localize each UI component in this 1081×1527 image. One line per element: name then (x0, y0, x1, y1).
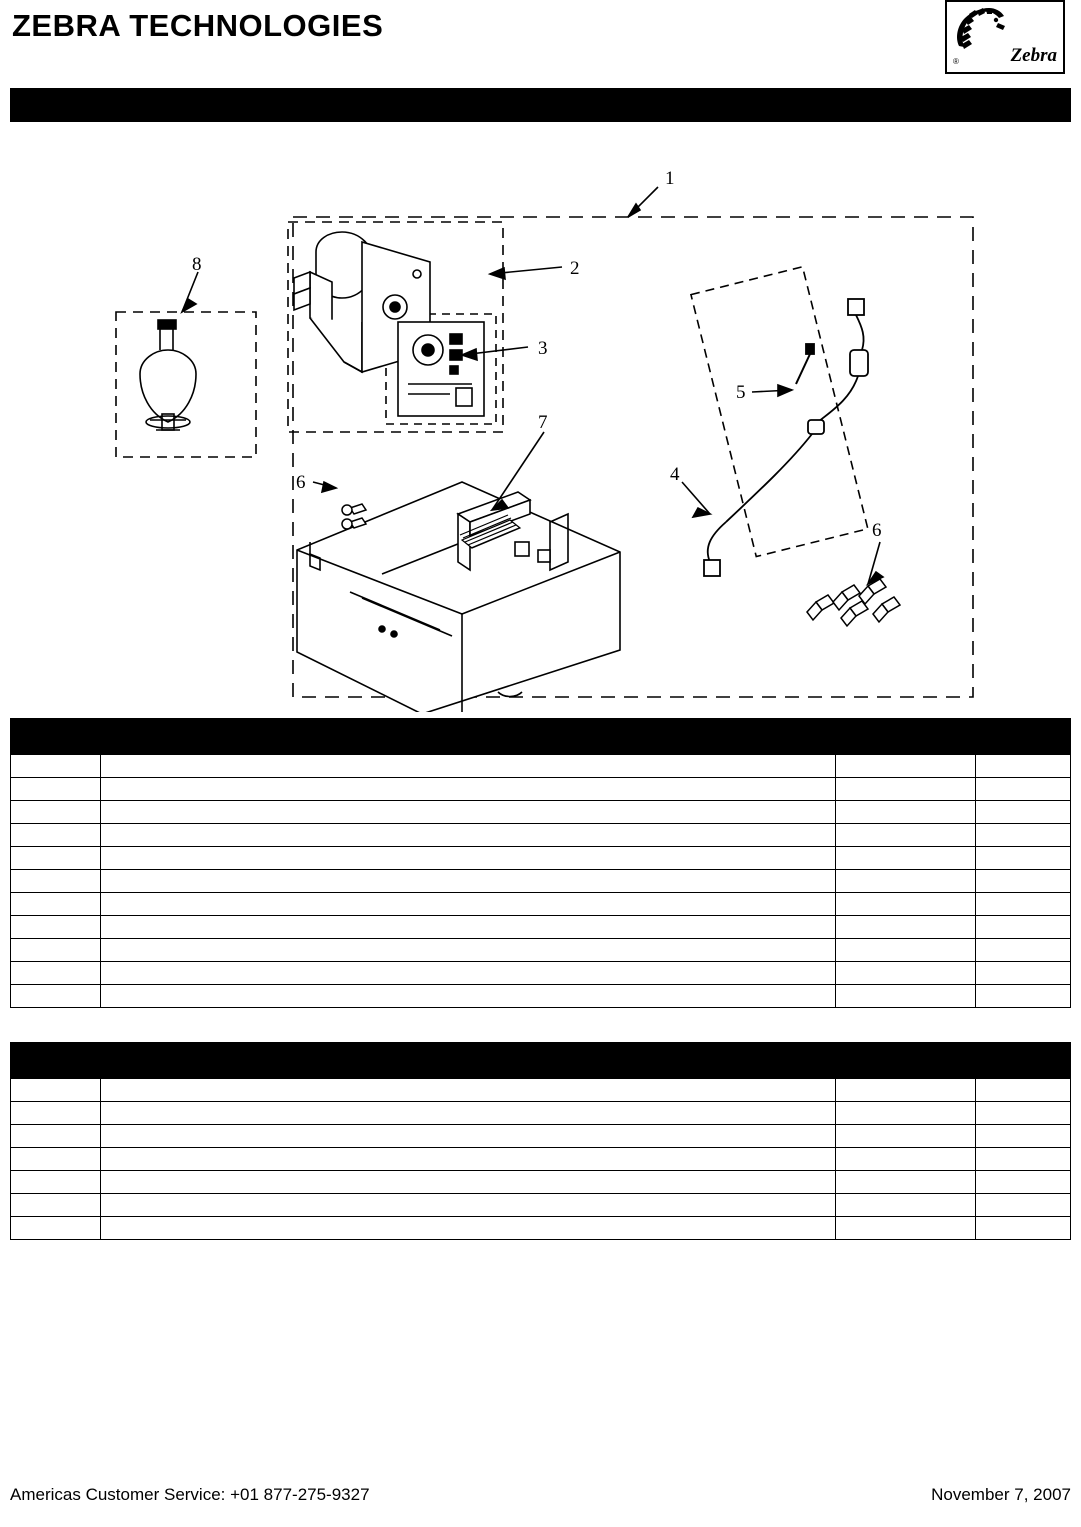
cell-item (11, 893, 101, 916)
cell-item (11, 985, 101, 1008)
callout-4: 4 (670, 464, 680, 485)
cell-description (101, 1125, 836, 1148)
column-header-qty (976, 1043, 1071, 1079)
cell-item (11, 870, 101, 893)
cell-item (11, 801, 101, 824)
table-row (11, 870, 1071, 893)
callout-labels (192, 168, 882, 541)
cell-qty (976, 1194, 1071, 1217)
cell-part-number (836, 778, 976, 801)
cell-item (11, 1148, 101, 1171)
registered-mark-icon: ® (953, 57, 959, 66)
table-row (11, 1217, 1071, 1240)
cell-qty (976, 893, 1071, 916)
table-row (11, 1171, 1071, 1194)
cell-qty (976, 870, 1071, 893)
cell-part-number (836, 962, 976, 985)
cell-qty (976, 1125, 1071, 1148)
cell-part-number (836, 1194, 976, 1217)
cell-qty (976, 1102, 1071, 1125)
table-header-row (11, 719, 1071, 755)
table-row (11, 824, 1071, 847)
diagram-svg (10, 122, 1071, 712)
column-header-description (101, 719, 836, 755)
cell-qty (976, 985, 1071, 1008)
table-row (11, 939, 1071, 962)
cell-part-number (836, 755, 976, 778)
table-row (11, 847, 1071, 870)
cell-description (101, 962, 836, 985)
cell-item (11, 1079, 101, 1102)
cell-qty (976, 1171, 1071, 1194)
cell-item (11, 1125, 101, 1148)
cell-part-number (836, 824, 976, 847)
brand-title: ZEBRA TECHNOLOGIES (12, 8, 384, 43)
cell-part-number (836, 939, 976, 962)
callout-2: 2 (570, 258, 580, 279)
cell-qty (976, 916, 1071, 939)
table-row (11, 778, 1071, 801)
column-header-part-number (836, 1043, 976, 1079)
table-spacer (10, 1008, 1071, 1036)
cell-item (11, 778, 101, 801)
cell-item (11, 1217, 101, 1240)
callout-8: 8 (192, 254, 202, 275)
cell-part-number (836, 1148, 976, 1171)
zebra-logo (945, 0, 1065, 74)
page-header (10, 0, 1071, 84)
cell-qty (976, 1148, 1071, 1171)
cell-qty (976, 778, 1071, 801)
cell-part-number (836, 916, 976, 939)
cell-description (101, 1079, 836, 1102)
cell-part-number (836, 893, 976, 916)
cell-description (101, 1171, 836, 1194)
cell-item (11, 847, 101, 870)
cell-part-number (836, 1102, 976, 1125)
table-row (11, 893, 1071, 916)
exploded-parts-diagram (10, 122, 1071, 712)
cell-description (101, 755, 836, 778)
cell-qty (976, 1217, 1071, 1240)
parts-table-2 (10, 1042, 1071, 1240)
cell-part-number (836, 1079, 976, 1102)
callout-1: 1 (665, 168, 675, 189)
cell-item (11, 1171, 101, 1194)
cell-item (11, 1102, 101, 1125)
table-row (11, 916, 1071, 939)
cell-item (11, 916, 101, 939)
cell-item (11, 824, 101, 847)
cell-part-number (836, 1125, 976, 1148)
cell-description (101, 801, 836, 824)
part-3-graphic (398, 322, 484, 416)
table-row (11, 1102, 1071, 1125)
cell-description (101, 870, 836, 893)
cell-item (11, 962, 101, 985)
cell-description (101, 916, 836, 939)
cell-item (11, 1194, 101, 1217)
cell-item (11, 755, 101, 778)
page-footer (10, 1485, 1071, 1505)
cell-description (101, 1194, 836, 1217)
column-header-item (11, 719, 101, 755)
document-date: November 7, 2007 (931, 1485, 1071, 1504)
column-header-part-number (836, 719, 976, 755)
table-row (11, 1148, 1071, 1171)
logo-wordmark: Zebra (1010, 45, 1057, 66)
cell-part-number (836, 1171, 976, 1194)
cell-qty (976, 824, 1071, 847)
cell-part-number (836, 1217, 976, 1240)
callout-3: 3 (538, 338, 548, 359)
cell-description (101, 1148, 836, 1171)
table-row (11, 1194, 1071, 1217)
cell-description (101, 985, 836, 1008)
part-7-graphic (297, 482, 620, 712)
callout-7: 7 (538, 412, 548, 433)
cell-qty (976, 962, 1071, 985)
cell-part-number (836, 801, 976, 824)
callout-6-right: 6 (872, 520, 882, 541)
column-header-description (101, 1043, 836, 1079)
title-bar (10, 88, 1071, 122)
zebra-head-icon (951, 4, 1009, 52)
cell-qty (976, 755, 1071, 778)
table-row (11, 1125, 1071, 1148)
cell-qty (976, 1079, 1071, 1102)
table-header-row (11, 1043, 1071, 1079)
part-8-graphic (140, 320, 196, 430)
table-row (11, 755, 1071, 778)
table-row (11, 985, 1071, 1008)
parts-table-1 (10, 718, 1071, 1008)
table-row (11, 962, 1071, 985)
cell-part-number (836, 847, 976, 870)
cell-description (101, 824, 836, 847)
cell-description (101, 847, 836, 870)
cell-description (101, 1217, 836, 1240)
column-header-qty (976, 719, 1071, 755)
cell-item (11, 939, 101, 962)
cell-part-number (836, 870, 976, 893)
cell-part-number (836, 985, 976, 1008)
cell-description (101, 939, 836, 962)
table-row (11, 801, 1071, 824)
part-6-right-graphic (807, 579, 900, 626)
cell-qty (976, 847, 1071, 870)
cell-description (101, 893, 836, 916)
part-6-left-graphic (342, 504, 366, 529)
cell-qty (976, 801, 1071, 824)
callout-5: 5 (736, 382, 746, 403)
column-header-item (11, 1043, 101, 1079)
cell-description (101, 1102, 836, 1125)
customer-service-text: Americas Customer Service: +01 877-275-9327 (10, 1485, 370, 1504)
cell-description (101, 778, 836, 801)
table-row (11, 1079, 1071, 1102)
cell-qty (976, 939, 1071, 962)
callout-6-left: 6 (296, 472, 306, 493)
